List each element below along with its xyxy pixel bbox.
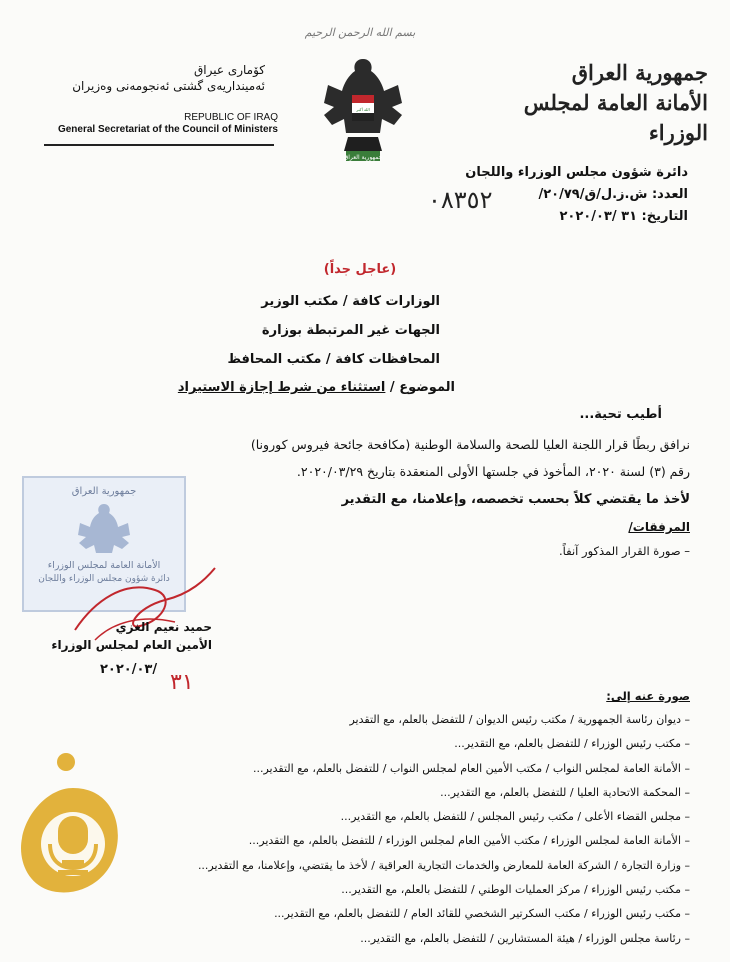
signatory-name: حميد نعيم الغزي [115,620,212,634]
signatory-title: الأمين العام لمجلس الوزراء [51,638,212,652]
stamp-eagle-icon [74,501,134,556]
body-paragraph-line-1: نرافق ربطًا قرار اللجنة العليا للصحة والسلامة الوطنية (مكافحة جائحة فيروس كورونا) [250,437,690,452]
urgency-label: (عاجل جداً) [323,262,397,277]
addressee-independent-entities: الجهات غير المرتبطة بوزارة [261,323,440,338]
cc-item: – مكتب رئيس الوزراء / للتفضل بالعلم، مع التقدير... [454,737,690,751]
stamp-republic: جمهورية العراق [71,486,137,497]
cc-item: – ديوان رئاسة الجمهورية / مكتب رئيس الديوان / للتفضل بالعلم، مع التقدير [349,713,690,726]
english-secretariat-name: General Secretariat of the Council of Ministers [57,124,278,135]
iraq-eagle-emblem-icon [318,55,408,165]
kurdish-secretariat-name: ئەمینداریەی گشتی ئەنجومەنی وەزیران [72,79,265,93]
addressee-governorates: المحافظات كافة / مكتب المحافظ [227,352,440,367]
cc-item: – رئاسة مجلس الوزراء / هيئة المستشارين / للتفضل بالعلم، مع التقدير... [360,931,690,945]
cc-heading: صورة عنه إلى: [606,689,690,703]
stamp-secretariat: الأمانة العامة لمجلس الوزراء [47,560,161,571]
body-closing-line: لأخذ ما يقتضي كلاً بحسب تخصصه، وإعلامنا، مع التقدير [341,492,690,507]
cc-item: – وزارة التجارة / الشركة العامة للمعارض والخدمات التجارية العراقية / لأخذ ما يقتضي، وإعلامنا، مع التقدير... [197,858,690,872]
cc-list [30,708,690,951]
kurdish-republic-name: كۆماری عیراق [193,63,265,77]
handwritten-serial: ٠٨٣٥٢ [428,186,493,214]
cc-item: – المحكمة الاتحادية العليا / للتفضل بالعلم، مع التقدير... [440,785,690,799]
emblem-caption: جمهورية العراق [343,154,383,161]
cc-item: – مكتب رئيس الوزراء / مكتب السكرتير الشخصي للقائد العام / للتفضل بالعلم، مع التقدير... [274,907,690,921]
subject-text: استثناء من شرط إجازة الاستيراد [177,380,386,395]
cc-item: – مجلس القضاء الأعلى / مكتب رئيس المجلس / للتفضل بالعلم، مع التقدير... [340,810,690,824]
attachments-heading: المرفقات/ [628,520,690,534]
body-paragraph-line-2: رقم (٣) لسنة ٢٠٢٠، المأخوذ في جلستها الأولى المنعقدة بتاريخ ٢٠٢٠/٠٣/٢٩. [296,464,690,479]
header-rule [44,144,274,146]
arabic-secretariat-name: الأمانة العامة لمجلس الوزراء [523,90,708,145]
english-letterhead [48,112,278,136]
reference-date: التاريخ: ٣١ /٢٠٢٠/٠٣ [559,209,688,224]
addressee-ministries: الوزارات كافة / مكتب الوزير [261,294,440,309]
stamp-department: دائرة شؤون مجلس الوزراء واللجان [38,574,170,584]
attachment-item: – صورة القرار المذكور آنفاً. [559,544,690,558]
cc-item: – الأمانة العامة لمجلس النواب / مكتب الأمين العام لمجلس النواب / للتفضل بالعلم، مع التقدير... [253,761,690,775]
svg-text:الله أكبر: الله أكبر [356,107,370,112]
subject-prefix: الموضوع / [389,380,455,395]
arabic-republic-name: جمهورية العراق [571,60,708,85]
basmala: بسم الله الرحمن الرحيم [304,26,416,39]
microphone-logo-icon [18,748,128,903]
department-name: دائرة شؤون مجلس الوزراء واللجان [465,165,688,180]
arabic-letterhead [458,58,708,148]
greeting: أطيب تحية... [579,407,662,422]
signatory-block [42,618,212,654]
reference-number: العدد: ش.ز.ل/ق/٢٠/٧٩/ [538,187,688,202]
kurdish-letterhead [45,62,265,94]
cc-item: – الأمانة العامة لمجلس الوزراء / مكتب الأمين العام لمجلس الوزراء / للتفضل بالعلم، مع التقدير... [248,834,690,848]
handwritten-day: ٣١ [170,670,194,695]
subject-line [55,380,455,395]
cc-item: – مكتب رئيس الوزراء / مركز العمليات الوطني / للتفضل بالعلم، مع التقدير... [341,883,690,897]
signature-date: ٢٠٢٠/٠٣/ [100,662,158,677]
english-republic-name: REPUBLIC OF IRAQ [184,112,278,123]
